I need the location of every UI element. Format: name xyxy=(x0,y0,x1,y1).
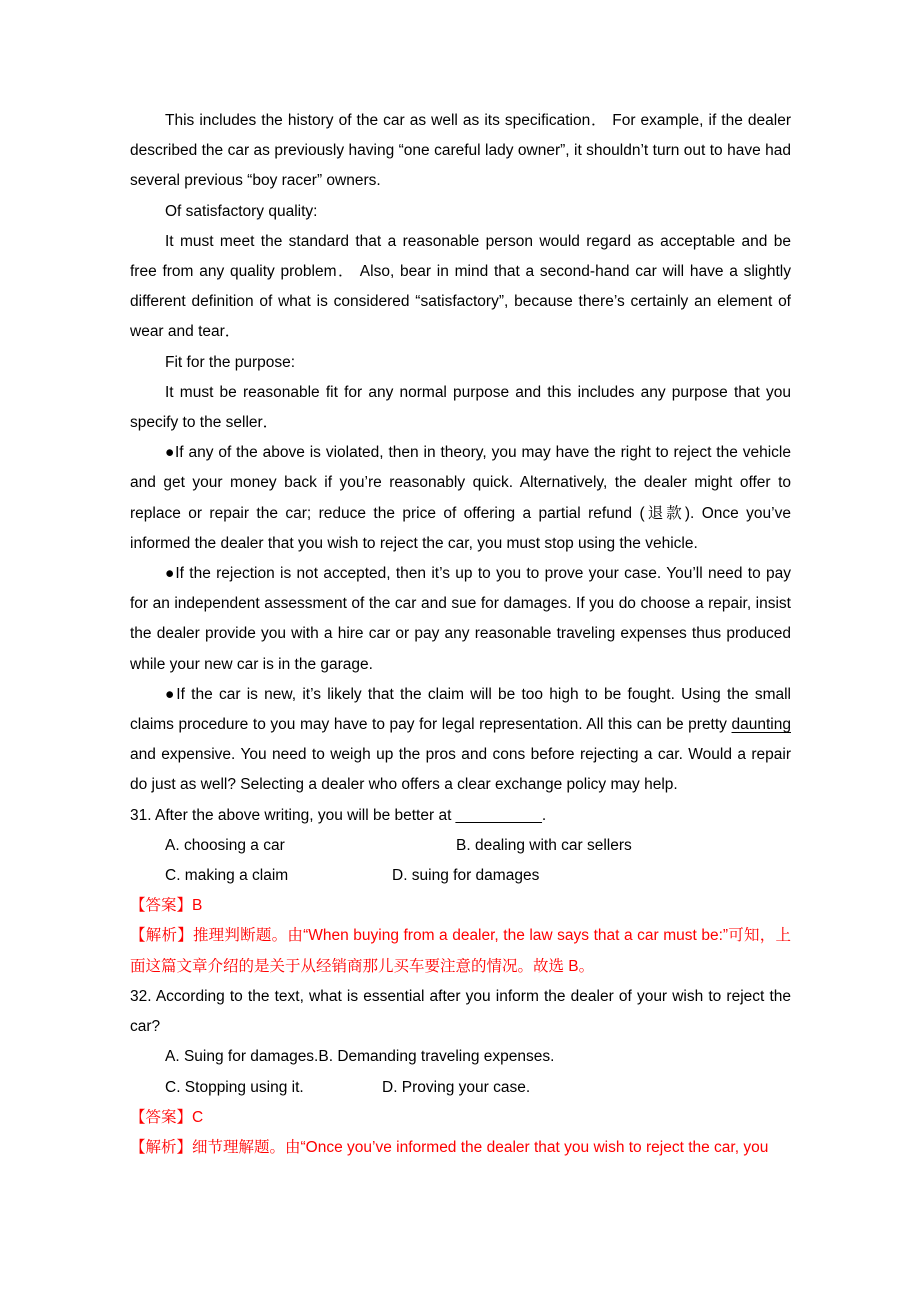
question31-option-a: A. choosing a car xyxy=(165,836,285,854)
passage-bullet-rejection: ●If the rejection is not accepted, then it’s up to you to prove your case. You’ll need to pay for an independent assessment of the car and sue for damages. If you do choose a repair, insist the dealer provide you with a hire car or pay any reasonable traveling expenses thus produced while your new car is in the garage. xyxy=(130,565,791,673)
question32-option-b: B. Demanding traveling expenses. xyxy=(318,1048,555,1066)
bullet-new-car-text-after: and expensive. You need to weigh up the pros and cons before rejecting a car. Would a repair do just as well? Selecting a dealer who offers a clear exchange policy may help. xyxy=(130,746,791,794)
underlined-word-daunting: daunting xyxy=(731,716,791,734)
question32-answer-label: 【答案】C xyxy=(130,1108,204,1126)
question31-answer-label: 【答案】B xyxy=(130,897,203,915)
question31-analysis: 【解析】推理判断题。由“When buying from a dealer, the law says that a car must be:”可知，上面这篇文章介绍的是关于从经销商那儿买车要注意的情况。故选 B。 xyxy=(130,927,791,975)
question31-option-b: B. dealing with car sellers xyxy=(456,836,632,854)
passage-bullet-violated: ●If any of the above is violated, then in theory, you may have the right to reject the vehicle and get your money back if you’re reasonably quick. Alternatively, the dealer might offer to replace or repair the car; reduce the price of offering a partial refund (退款). Once you’ve informed the dealer that you wish to reject the car, you must stop using the vehicle. xyxy=(130,444,791,552)
passage-heading-fit-for-purpose: Fit for the purpose: xyxy=(165,353,296,371)
question31-stem: 31. After the above writing, you will be better at __________. xyxy=(130,806,547,824)
question31-options-row-1 xyxy=(130,831,791,861)
question32-stem: 32. According to the text, what is essential after you inform the dealer of your wish to reject the car? xyxy=(130,987,791,1036)
passage-paragraph-history: This includes the history of the car as well as its specification． For example, if the dealer described the car as previously having “one careful lady owner”, it shouldn’t turn out to have had several previous “boy racer” owners. xyxy=(130,112,791,190)
question31-options-row-2 xyxy=(130,861,791,891)
question31-option-d: D. suing for damages xyxy=(392,867,540,885)
passage-heading-satisfactory-quality: Of satisfactory quality: xyxy=(165,202,318,220)
question32-options-row-1 xyxy=(130,1042,791,1072)
question32-option-a: A. Suing for damages. xyxy=(165,1048,319,1066)
passage-paragraph-fit: It must be reasonable fit for any normal purpose and this includes any purpose that you specify to the seller． xyxy=(130,383,791,432)
document-content xyxy=(130,106,791,1163)
question32-option-d: D. Proving your case. xyxy=(382,1078,531,1096)
passage-paragraph-standard: It must meet the standard that a reasonable person would regard as acceptable and be free from any quality problem． Also, bear in mind that a second-hand car will have a slightly different definition of what is considered “satisfactory”, because there’s certainly an element of wear and tear． xyxy=(130,232,791,341)
bullet-new-car-text-before: ●If the car is new, it’s likely that the claim will be too high to be fought. Using the small claims procedure to you may have to pay for legal representation. All this can be pretty xyxy=(130,685,791,734)
question32-analysis: 【解析】细节理解题。由“Once you’ve informed the dealer that you wish to reject the car, you xyxy=(130,1138,769,1156)
passage-bullet-new-car xyxy=(130,680,791,801)
question31-option-c: C. making a claim xyxy=(165,867,289,885)
question32-option-c: C. Stopping using it. xyxy=(165,1078,304,1096)
question32-options-row-2 xyxy=(130,1073,791,1103)
